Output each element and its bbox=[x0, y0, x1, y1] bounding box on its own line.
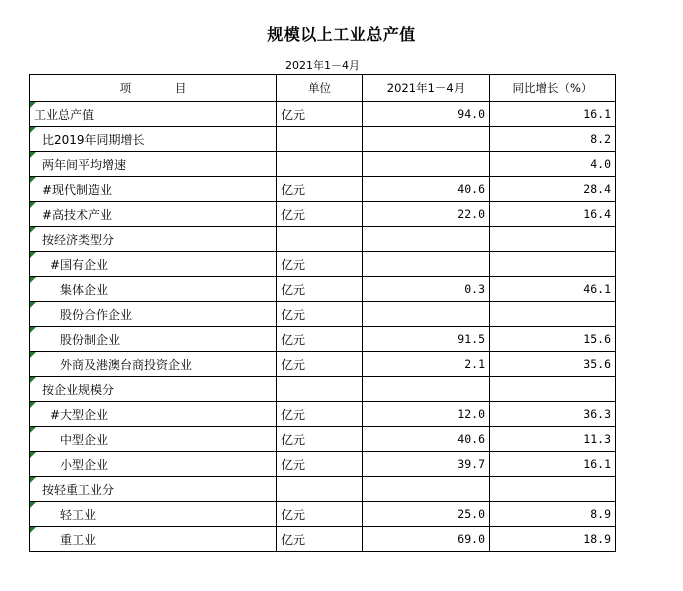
table-row bbox=[30, 402, 616, 427]
table-row bbox=[30, 452, 616, 477]
row-growth: 28.4 bbox=[490, 177, 616, 202]
table-body bbox=[30, 102, 616, 552]
row-item: 工业总产值 bbox=[30, 102, 277, 127]
row-value: 40.6 bbox=[363, 177, 490, 202]
row-value: 12.0 bbox=[363, 402, 490, 427]
table-row bbox=[30, 227, 616, 252]
row-unit: 亿元 bbox=[277, 427, 363, 452]
row-unit: 亿元 bbox=[277, 202, 363, 227]
row-item: 外商及港澳台商投资企业 bbox=[30, 352, 277, 377]
row-value: 25.0 bbox=[363, 502, 490, 527]
row-growth: 15.6 bbox=[490, 327, 616, 352]
row-growth: 16.1 bbox=[490, 102, 616, 127]
row-unit bbox=[277, 377, 363, 402]
table-row bbox=[30, 102, 616, 127]
row-value: 69.0 bbox=[363, 527, 490, 552]
row-growth bbox=[490, 252, 616, 277]
row-growth: 4.0 bbox=[490, 152, 616, 177]
header-item: 项 目 bbox=[30, 75, 277, 102]
table-row bbox=[30, 127, 616, 152]
table-row bbox=[30, 502, 616, 527]
header-growth: 同比增长（%） bbox=[490, 75, 616, 102]
row-unit: 亿元 bbox=[277, 527, 363, 552]
row-unit: 亿元 bbox=[277, 102, 363, 127]
header-unit: 单位 bbox=[277, 75, 363, 102]
row-growth bbox=[490, 377, 616, 402]
table-row bbox=[30, 527, 616, 552]
header-row bbox=[30, 75, 616, 102]
row-item: #现代制造业 bbox=[30, 177, 277, 202]
table-row bbox=[30, 202, 616, 227]
row-growth: 11.3 bbox=[490, 427, 616, 452]
row-unit bbox=[277, 127, 363, 152]
row-growth: 8.2 bbox=[490, 127, 616, 152]
table-row bbox=[30, 277, 616, 302]
row-unit: 亿元 bbox=[277, 352, 363, 377]
table-row bbox=[30, 427, 616, 452]
row-item: #国有企业 bbox=[30, 252, 277, 277]
row-value bbox=[363, 227, 490, 252]
row-unit: 亿元 bbox=[277, 452, 363, 477]
row-unit bbox=[277, 227, 363, 252]
row-unit: 亿元 bbox=[277, 502, 363, 527]
row-unit bbox=[277, 477, 363, 502]
row-unit: 亿元 bbox=[277, 327, 363, 352]
row-item: 股份合作企业 bbox=[30, 302, 277, 327]
row-growth: 36.3 bbox=[490, 402, 616, 427]
table-row bbox=[30, 477, 616, 502]
table-row bbox=[30, 302, 616, 327]
row-item: 比2019年同期增长 bbox=[30, 127, 277, 152]
row-growth: 16.4 bbox=[490, 202, 616, 227]
row-growth: 46.1 bbox=[490, 277, 616, 302]
row-unit: 亿元 bbox=[277, 177, 363, 202]
row-item: 按经济类型分 bbox=[30, 227, 277, 252]
table-row bbox=[30, 152, 616, 177]
table-row bbox=[30, 327, 616, 352]
row-value bbox=[363, 302, 490, 327]
row-value: 2.1 bbox=[363, 352, 490, 377]
row-value: 91.5 bbox=[363, 327, 490, 352]
row-item: 重工业 bbox=[30, 527, 277, 552]
page-title: 规模以上工业总产值 bbox=[267, 25, 416, 44]
row-unit: 亿元 bbox=[277, 402, 363, 427]
row-growth bbox=[490, 477, 616, 502]
table-row bbox=[30, 377, 616, 402]
row-value bbox=[363, 477, 490, 502]
row-unit: 亿元 bbox=[277, 252, 363, 277]
row-item: 集体企业 bbox=[30, 277, 277, 302]
period-label: 2021年1－4月 bbox=[285, 59, 360, 72]
industrial-output-table bbox=[29, 74, 616, 552]
row-value bbox=[363, 377, 490, 402]
row-unit bbox=[277, 152, 363, 177]
row-value bbox=[363, 252, 490, 277]
row-growth bbox=[490, 227, 616, 252]
row-value: 40.6 bbox=[363, 427, 490, 452]
table-row bbox=[30, 177, 616, 202]
row-growth: 18.9 bbox=[490, 527, 616, 552]
row-value bbox=[363, 127, 490, 152]
row-growth bbox=[490, 302, 616, 327]
row-item: #大型企业 bbox=[30, 402, 277, 427]
row-item: 中型企业 bbox=[30, 427, 277, 452]
row-growth: 35.6 bbox=[490, 352, 616, 377]
row-value: 0.3 bbox=[363, 277, 490, 302]
table-row bbox=[30, 352, 616, 377]
row-unit: 亿元 bbox=[277, 302, 363, 327]
row-unit: 亿元 bbox=[277, 277, 363, 302]
table-row bbox=[30, 252, 616, 277]
row-item: 小型企业 bbox=[30, 452, 277, 477]
row-growth: 8.9 bbox=[490, 502, 616, 527]
row-item: 股份制企业 bbox=[30, 327, 277, 352]
header-value: 2021年1－4月 bbox=[363, 75, 490, 102]
row-item: 轻工业 bbox=[30, 502, 277, 527]
row-item: 两年间平均增速 bbox=[30, 152, 277, 177]
table-header bbox=[30, 75, 616, 102]
row-value bbox=[363, 152, 490, 177]
row-item: 按轻重工业分 bbox=[30, 477, 277, 502]
row-value: 22.0 bbox=[363, 202, 490, 227]
row-item: 按企业规模分 bbox=[30, 377, 277, 402]
row-growth: 16.1 bbox=[490, 452, 616, 477]
row-item: #高技术产业 bbox=[30, 202, 277, 227]
row-value: 94.0 bbox=[363, 102, 490, 127]
row-value: 39.7 bbox=[363, 452, 490, 477]
